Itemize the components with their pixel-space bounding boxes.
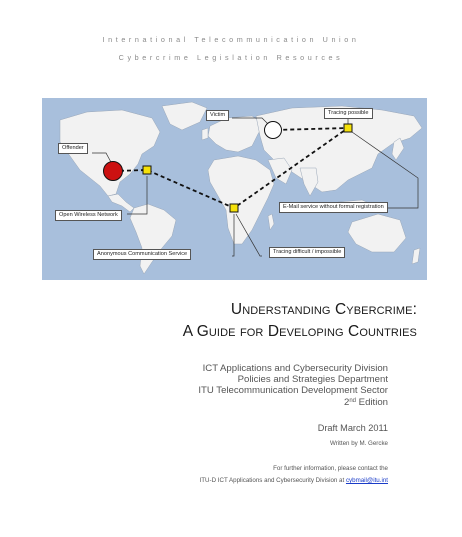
division-name: ICT Applications and Cybersecurity Division [202, 363, 388, 374]
contact-line [200, 477, 388, 484]
department-name: Policies and Strategies Department [237, 374, 388, 385]
victim-node [265, 122, 282, 139]
document-title-line1: Understanding Cybercrime: [230, 301, 417, 318]
author-credit: Written by M. Gercke [330, 440, 388, 447]
organization-name: International Telecommunication Union [102, 35, 360, 44]
contact-division: ITU-D ICT Applications and Cybersecurity Division at [199, 477, 346, 484]
callout-offender: Offender [58, 143, 88, 154]
edition-number: 2 [343, 397, 350, 408]
callout-anonymous-service: Anonymous Communication Service [93, 249, 191, 260]
anonymous-service-node [230, 204, 238, 212]
email-service-node [344, 124, 352, 132]
callout-victim: Victim [206, 110, 229, 121]
offender-node [104, 162, 123, 181]
edition-label [344, 396, 388, 408]
document-title-line2: A Guide for Developing Countries [182, 323, 417, 340]
sector-name: ITU Telecommunication Development Sector [198, 385, 388, 396]
cybercrime-tracing-map [42, 98, 427, 280]
resource-collection-name: Cybercrime Legislation Resources [118, 53, 344, 62]
edition-word: Edition [356, 397, 388, 408]
contact-intro: For further information, please contact the [273, 465, 388, 472]
contact-email-link[interactable]: cybmail@itu.int [345, 477, 388, 484]
callout-tracing-possible: Tracing possible [324, 108, 373, 119]
callout-email-service: E-Mail service without formal registration [279, 202, 388, 213]
callout-tracing-difficult: Tracing difficult / impossible [269, 247, 345, 258]
callout-open-wireless-network: Open Wireless Network [55, 210, 122, 221]
open-wireless-node [143, 166, 151, 174]
edition-suffix: nd [349, 398, 356, 404]
draft-date: Draft March 2011 [317, 423, 388, 433]
uk-shape [202, 128, 208, 140]
